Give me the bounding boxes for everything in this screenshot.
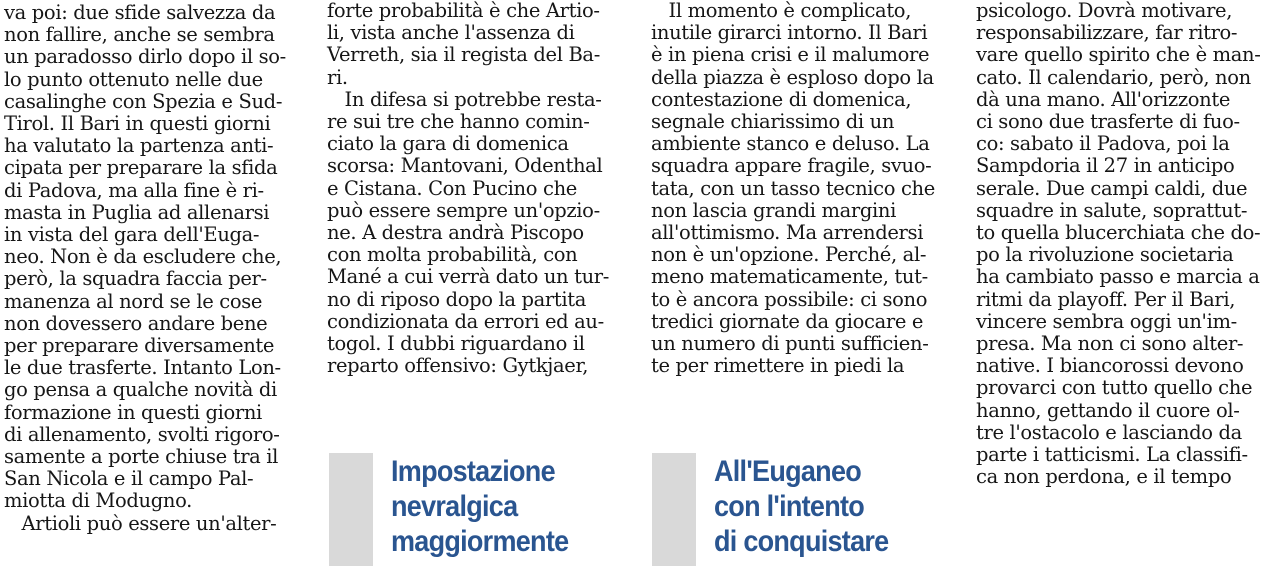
article-text-line: però, la squadra faccia per- (4, 267, 267, 291)
pull-quote-bar (329, 453, 373, 566)
article-text-line: neo. Non è da escludere che, (4, 245, 282, 269)
article-text-line: con molta probabilità, con (327, 243, 578, 267)
article-text-line: può essere sempre un'opzio- (327, 198, 600, 222)
article-text-line: serale. Due campi caldi, due (976, 176, 1248, 200)
article-text-line: ciato la gara di domenica (327, 132, 569, 156)
article-text-line: e Cistana. Con Pucino che (327, 176, 577, 200)
article-text-line: squadre in salute, soprattut- (976, 198, 1248, 222)
article-text-line: ne. A destra andrà Piscopo (327, 221, 584, 245)
article-text-line: tredici giornate da giocare e (651, 309, 924, 333)
article-text-line: ci sono due trasferte di fuo- (976, 110, 1240, 134)
article-text-line: San Nicola e il campo Pal- (4, 467, 254, 491)
article-text-line: reparto offensivo: Gytkjaer, (327, 354, 589, 378)
article-text-line: no di riposo dopo la partita (327, 287, 587, 311)
article-text-line: non fallire, anche se sembra (4, 23, 275, 47)
article-text-line: responsabilizzare, far ritro- (976, 21, 1238, 45)
article-column-3 (651, 0, 951, 377)
article-text-line: le due trasferte. Intanto Lon- (4, 356, 281, 380)
article-text-line: è in piena crisi e il malumore (651, 43, 930, 67)
article-text-line: to quella blucerchiata che do- (976, 221, 1261, 245)
pull-quote-2 (652, 453, 952, 566)
article-text-line: lo punto ottenuto nelle due (4, 67, 263, 91)
article-text-line: In difesa si potrebbe resta- (327, 87, 602, 111)
pull-quote-line: All'Euganeo (714, 455, 862, 488)
article-text-line: di Padova, ma alla fine è ri- (4, 178, 264, 202)
article-text-line: squadra appare fragile, svuo- (651, 154, 932, 178)
article-text-line: Verreth, sia il regista del Ba- (327, 43, 600, 67)
pull-quote-1 (329, 453, 629, 566)
article-text-line: presa. Ma non ci sono alter- (976, 332, 1244, 356)
article-text-line: in vista del gara dell'Euga- (4, 223, 260, 247)
article-text-line: un numero di punti sufficien- (651, 332, 929, 356)
article-text-line: ca non perdona, e il tempo (976, 465, 1232, 489)
article-text-line: parte i tatticismi. La classifi- (976, 443, 1248, 467)
article-text-line: miotta di Modugno. (4, 489, 192, 513)
article-text-line: condizionata da errori ed au- (327, 309, 604, 333)
article-column-1 (4, 0, 304, 535)
article-text-line: tre l'ostacolo e lasciando da (976, 420, 1242, 444)
pull-quote-headline (714, 454, 888, 559)
article-text-line: go pensa a qualche novità di (4, 378, 277, 402)
article-text-line: non è un'opzione. Perché, al- (651, 243, 927, 267)
article-text-line: togol. I dubbi riguardano il (327, 332, 585, 356)
article-text-line: po la rivoluzione societaria (976, 243, 1234, 267)
article-text-line: formazione in questi giorni (4, 400, 262, 424)
article-text-line: vare quello spirito che è man- (976, 43, 1261, 67)
pull-quote-line: nevralgica (391, 490, 518, 523)
article-text-line: co: sabato il Padova, poi la (976, 132, 1230, 156)
article-text-line: segnale chiarissimo di un (651, 110, 895, 134)
article-text-line: provarci con tutto quello che (976, 376, 1253, 400)
article-text-line: to è ancora possibile: ci sono (651, 287, 928, 311)
article-text-line: non dovessero andare bene (4, 311, 268, 335)
article-text-line: te per rimettere in piedi la (651, 354, 905, 378)
article-text-line: ha valutato la partenza anti- (4, 134, 274, 158)
pull-quote-line: Impostazione (391, 455, 555, 488)
article-text-line: contestazione di domenica, (651, 87, 912, 111)
article-text-line: va poi: due sfide salvezza da (4, 1, 276, 24)
article-text-line: Il momento è complicato, (651, 0, 912, 22)
article-text-line: della piazza è esploso dopo la (651, 65, 934, 89)
article-text-line: forte probabilità è che Artio- (327, 0, 600, 22)
article-text-line: ambiente stanco e deluso. La (651, 132, 930, 156)
article-text-line: cato. Il calendario, però, non (976, 65, 1251, 89)
article-text-line: un paradosso dirlo dopo il so- (4, 45, 286, 69)
article-text-line: Mané a cui verrà dato un tur- (327, 265, 610, 289)
article-text-line: casalinghe con Spezia e Sud- (4, 89, 283, 113)
pull-quote-line: con l'intento (714, 490, 865, 523)
article-text-line: re sui tre che hanno comin- (327, 110, 590, 134)
article-text-line: ha cambiato passo e marcia a (976, 265, 1260, 289)
article-text-line: samente a porte chiuse tra il (4, 445, 279, 469)
article-text-line: masta in Puglia ad allenarsi (4, 200, 270, 224)
article-text-line: non lascia grandi margini (651, 198, 897, 222)
article-text-line: li, vista anche l'assenza di (327, 21, 575, 45)
pull-quote-bar (652, 453, 696, 566)
article-text-line: scorsa: Mantovani, Odenthal (327, 154, 603, 178)
article-text-line: per preparare diversamente (4, 334, 275, 358)
article-text-line: inutile girarci intorno. Il Bari (651, 21, 928, 45)
article-text-line: native. I biancorossi devono (976, 354, 1244, 378)
article-text-line: tata, con un tasso tecnico che (651, 176, 935, 200)
pull-quote-headline (391, 454, 568, 559)
article-text-line: Artioli può essere un'alter- (4, 511, 277, 535)
article-text-line: hanno, gettando il cuore ol- (976, 398, 1240, 422)
article-column-4 (976, 0, 1276, 488)
article-text-line: Tirol. Il Bari in questi giorni (4, 112, 271, 136)
article-text-line: psicologo. Dovrà motivare, (976, 0, 1233, 22)
article-text-line: cipata per preparare la sfida (4, 156, 278, 180)
article-text-line: Sampdoria il 27 in anticipo (976, 154, 1235, 178)
article-text-line: ri. (327, 65, 348, 89)
article-column-2 (327, 0, 627, 377)
pull-quote-line: di conquistare (714, 525, 889, 558)
article-text-line: vincere sembra oggi un'im- (976, 309, 1237, 333)
article-text-line: ritmi da playoff. Per il Bari, (976, 287, 1236, 311)
article-text-line: manenza al nord se le cose (4, 289, 263, 313)
article-text-line: all'ottimismo. Ma arrendersi (651, 221, 924, 245)
pull-quote-line: maggiormente (391, 525, 569, 558)
article-text-line: di allenamento, svolti rigoro- (4, 422, 280, 446)
article-text-line: dà una mano. All'orizzonte (976, 87, 1231, 111)
article-text-line: meno matematicamente, tut- (651, 265, 928, 289)
